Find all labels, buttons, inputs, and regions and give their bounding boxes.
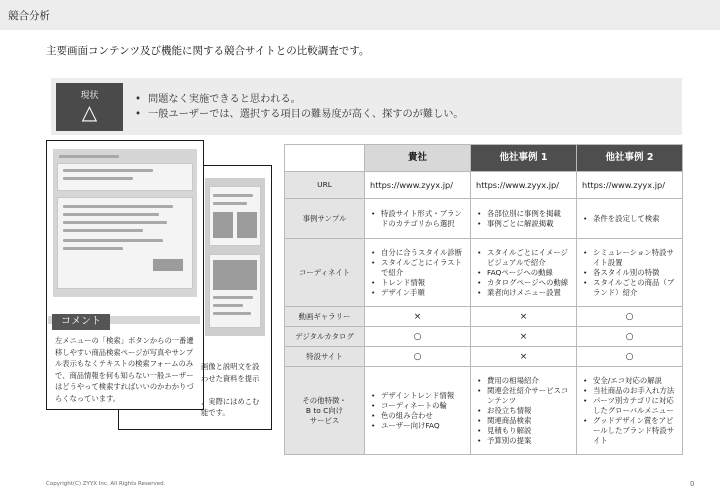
feature-item: • トレンド情報 xyxy=(370,278,465,288)
status-point: • 問題なく実施できると思われる。 xyxy=(135,92,464,107)
feature-list xyxy=(476,376,571,446)
table-row xyxy=(285,199,683,239)
feature-item: • デザイン手順 xyxy=(370,288,465,298)
url-cell: https://www.zyyx.jp/ xyxy=(365,172,471,199)
feature-item: • 条件を設定して検索 xyxy=(582,214,677,224)
feature-item: • FAQページへの動線 xyxy=(476,268,571,278)
availability-mark: ○ xyxy=(365,327,471,347)
row-header: デジタルカタログ xyxy=(285,327,365,347)
feature-item: • 費用の相場紹介 xyxy=(476,376,571,386)
header-bar xyxy=(0,0,720,30)
availability-mark: × xyxy=(365,307,471,327)
table-body xyxy=(285,172,683,455)
feature-item: • 色の組み合わせ xyxy=(370,411,465,421)
comment-text: 左メニューの「検索」ボタンからの一番遷移しやすい商品検索ページが写真やサンプル表示もなくテキストの検索フォームのみで、商品情報を何も知らない一般ユーザーはどうやって検索すればいいのかわかりづらくなっています。 xyxy=(55,336,194,403)
column-header-ours: 貴社 xyxy=(365,145,471,172)
availability-mark: ○ xyxy=(577,327,683,347)
feature-list xyxy=(582,376,677,446)
status-summary xyxy=(51,78,682,135)
feature-list-cell xyxy=(365,239,471,307)
table-row xyxy=(285,367,683,455)
feature-item: • 関連商品検索 xyxy=(476,416,571,426)
feature-item: • 各スタイル別の特徴 xyxy=(582,268,677,278)
feature-item: • 安全/エコ対応の解説 xyxy=(582,376,677,386)
back-card-text: 画像と説明文を設 わせた資料を提示 、実際にはめこむ 能です。 xyxy=(201,362,260,418)
feature-item: • パーツ別カテゴリに対応したグローバルメニュー xyxy=(582,396,677,416)
feature-list xyxy=(370,391,465,431)
feature-list xyxy=(476,209,571,229)
comparison-table xyxy=(284,144,683,455)
feature-item: • シミュレーション特設サイト設置 xyxy=(582,248,677,268)
feature-item: • コーディネートの輪 xyxy=(370,401,465,411)
feature-item: • スタイルごとにイラストで紹介 xyxy=(370,258,465,278)
feature-item: • ユーザー向けFAQ xyxy=(370,421,465,431)
feature-list-cell xyxy=(471,239,577,307)
row-header: 動画ギャラリー xyxy=(285,307,365,327)
availability-mark: ○ xyxy=(577,347,683,367)
blurred-screenshot xyxy=(53,149,197,297)
row-header: 特設サイト xyxy=(285,347,365,367)
blurred-screenshot xyxy=(205,178,265,336)
availability-mark: × xyxy=(471,307,577,327)
feature-list-cell xyxy=(577,199,683,239)
feature-item: • 事例ごとに解説掲載 xyxy=(476,219,571,229)
feature-list-cell xyxy=(577,239,683,307)
table-row xyxy=(285,327,683,347)
feature-list-cell xyxy=(365,199,471,239)
feature-item: • 各部位別に事例を掲載 xyxy=(476,209,571,219)
feature-list xyxy=(582,214,677,224)
triangle-icon: △ xyxy=(81,100,98,124)
row-header: コーディネイト xyxy=(285,239,365,307)
feature-item: • グッドデザイン賞をアピールしたブランド特設サイト xyxy=(582,416,677,446)
row-header: その他特徴・ B to C向け サービス xyxy=(285,367,365,455)
comment-label: コメント xyxy=(52,314,110,330)
feature-item: • 関連会社紹介サービスコンテンツ xyxy=(476,386,571,406)
header-blank xyxy=(285,145,365,172)
feature-list-cell xyxy=(577,367,683,455)
feature-item: • 自分に合うスタイル診断 xyxy=(370,248,465,258)
table-row xyxy=(285,239,683,307)
feature-item: • 予算別の提案 xyxy=(476,436,571,446)
feature-item: • 当社商品のお手入れ方法 xyxy=(582,386,677,396)
feature-item: • 業者向けメニュー設置 xyxy=(476,288,571,298)
table-header-row xyxy=(285,145,683,172)
availability-mark: × xyxy=(471,327,577,347)
feature-list-cell xyxy=(365,367,471,455)
copyright: Copyright(C) ZYYX Inc. All Rights Reserved. xyxy=(46,481,166,487)
column-header-competitor-1: 他社事例 1 xyxy=(471,145,577,172)
feature-list xyxy=(582,248,677,298)
availability-mark: × xyxy=(471,347,577,367)
feature-item: • 見積もり解説 xyxy=(476,426,571,436)
row-header: 事例サンプル xyxy=(285,199,365,239)
url-cell: https://www.zyyx.jp/ xyxy=(471,172,577,199)
feature-item: • スタイルごとの商品（ブランド）紹介 xyxy=(582,278,677,298)
feature-list xyxy=(370,209,465,229)
availability-mark: ○ xyxy=(577,307,683,327)
table-row xyxy=(285,347,683,367)
feature-item: • スタイルごとにイメージビジュアルで紹介 xyxy=(476,248,571,268)
table-row xyxy=(285,307,683,327)
table-row xyxy=(285,172,683,199)
feature-list-cell xyxy=(471,199,577,239)
status-points xyxy=(135,92,464,122)
page-number: 0 xyxy=(690,480,695,488)
row-header: URL xyxy=(285,172,365,199)
feature-item: • 特設サイト形式・ブランドのカテゴリから選択 xyxy=(370,209,465,229)
feature-list xyxy=(476,248,571,298)
feature-item: • カタログページへの動線 xyxy=(476,278,571,288)
page-title: 競合分析 xyxy=(8,10,50,22)
column-header-competitor-2: 他社事例 2 xyxy=(577,145,683,172)
url-cell: https://www.zyyx.jp/ xyxy=(577,172,683,199)
feature-list-cell xyxy=(471,367,577,455)
feature-item: • お役立ち情報 xyxy=(476,406,571,416)
feature-item: • デザイントレンド情報 xyxy=(370,391,465,401)
status-label: 現状 xyxy=(80,91,99,101)
status-badge xyxy=(56,83,123,131)
availability-mark: ○ xyxy=(365,347,471,367)
feature-list xyxy=(370,248,465,298)
status-point: • 一般ユーザーでは、選択する項目の難易度が高く、探すのが難しい。 xyxy=(135,107,464,122)
page-subtitle: 主要画面コンテンツ及び機能に関する競合サイトとの比較調査です。 xyxy=(46,45,370,57)
